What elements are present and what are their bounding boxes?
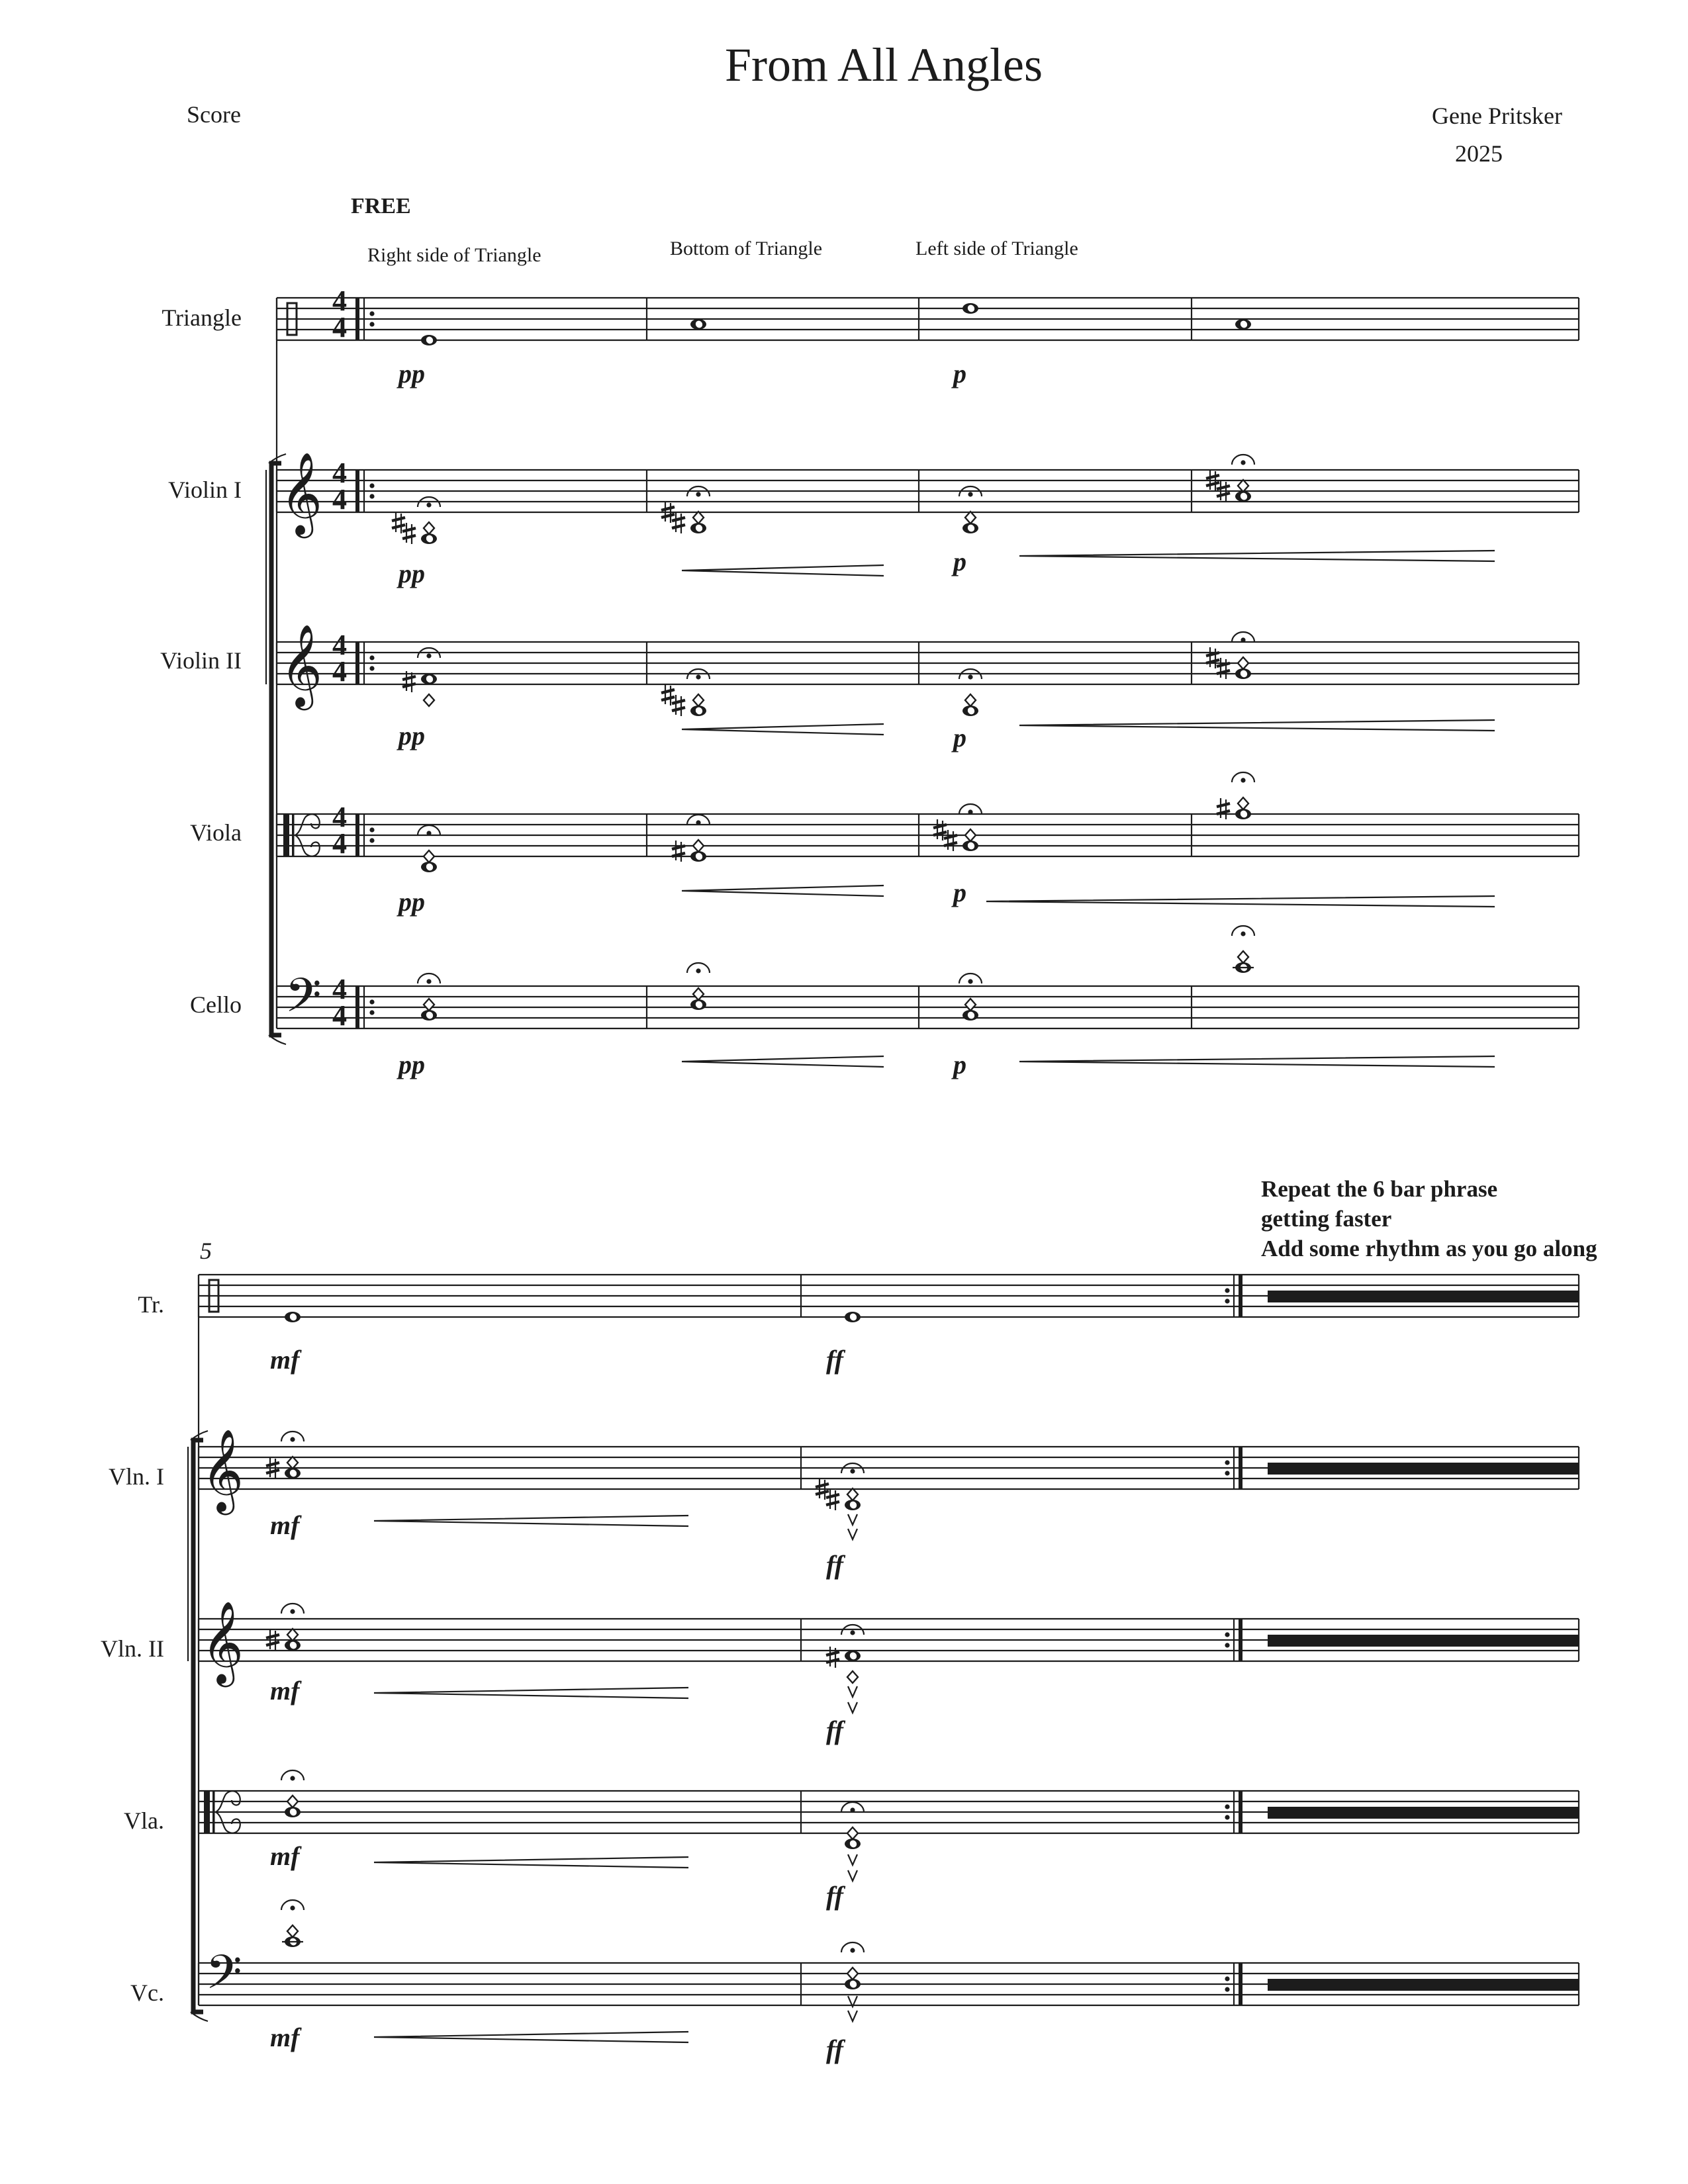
dynamic-violin2-2: p — [953, 723, 966, 752]
sharp-bar — [402, 535, 416, 539]
dynamic-vln1-mf: mf — [270, 1510, 300, 1540]
repeat-dot — [1225, 1288, 1229, 1293]
repeat-dot — [369, 1010, 374, 1015]
harmonic-diamond — [424, 999, 434, 1011]
instrument-abbr-violin-2: Vln. II — [101, 1635, 164, 1662]
clef-bar — [204, 1790, 210, 1834]
harmonic-diamond — [693, 840, 704, 852]
repeat-dot — [1225, 1804, 1229, 1809]
crescendo-hairpin — [682, 1056, 884, 1067]
fermata-dot — [290, 1609, 295, 1614]
whole-note — [962, 303, 978, 314]
fermata-dot — [1241, 931, 1245, 936]
svg-text:4: 4 — [332, 311, 347, 343]
bass-clef-icon: 𝄢 — [285, 968, 322, 1034]
accent-icon — [848, 1854, 857, 1865]
composition-year: 2025 — [1455, 140, 1503, 167]
fermata-dot — [968, 674, 972, 679]
treble-clef-icon: 𝄞 — [280, 452, 322, 535]
instrument-name-viola: Viola — [190, 819, 242, 846]
triangle-direction-right: Right side of Triangle — [367, 244, 541, 266]
accent-icon — [848, 1870, 857, 1881]
harmonic-diamond — [287, 1796, 298, 1807]
crescendo-hairpin — [374, 1688, 688, 1698]
repeat-dot — [1225, 1815, 1229, 1819]
sharp-bar — [392, 525, 405, 528]
fermata-dot — [696, 968, 700, 973]
sharp-bar — [661, 514, 675, 518]
harmonic-diamond — [847, 1671, 858, 1683]
multirest-bar — [1268, 1635, 1579, 1647]
dynamic-triangle-1: pp — [399, 359, 425, 388]
sharp-bar — [1206, 475, 1219, 478]
dynamic-vln2-mf: mf — [270, 1676, 300, 1706]
multirest-bar — [1268, 1807, 1579, 1819]
harmonic-diamond — [693, 694, 704, 706]
svg-text:4: 4 — [332, 285, 347, 317]
instruction-line-3: Add some rhythm as you go along — [1261, 1236, 1597, 1261]
sharp-icon — [1217, 798, 1230, 819]
dynamic-cello-2: p — [953, 1050, 966, 1079]
sharp-bar — [672, 525, 685, 528]
multirest-bar — [1268, 1291, 1579, 1302]
sharp-bar — [266, 1470, 279, 1473]
fermata-dot — [426, 979, 431, 983]
accent-icon — [848, 1514, 857, 1525]
time-signatures-system-1 — [332, 285, 347, 1032]
sharp-bar — [672, 518, 685, 521]
instruction-line-2: getting faster — [1261, 1206, 1392, 1232]
harmonic-diamond — [424, 694, 434, 706]
sharp-bar — [402, 528, 416, 531]
repeat-dot — [369, 838, 374, 842]
fermata-icon — [959, 804, 982, 815]
repeat-dot — [369, 494, 374, 498]
harmonic-diamond — [847, 1827, 858, 1839]
instrument-name-violin-2: Violin II — [160, 647, 242, 674]
harmonic-diamond — [1238, 657, 1248, 669]
harmonic-diamond — [965, 694, 976, 706]
harmonic-diamond — [693, 512, 704, 523]
harmonic-diamond — [1238, 797, 1248, 809]
harmonic-diamond — [965, 829, 976, 841]
repeat-dot — [1225, 1471, 1229, 1475]
treble-clef-icon: 𝄞 — [201, 1429, 244, 1512]
fermata-icon — [841, 1942, 864, 1953]
instrument-abbr-triangle: Tr. — [138, 1291, 164, 1318]
fermata-icon — [1232, 455, 1254, 465]
harmonic-diamond — [847, 1968, 858, 1979]
dynamic-violin1-1: pp — [399, 559, 425, 588]
crescendo-hairpin — [1019, 720, 1495, 731]
score-label: Score — [187, 101, 241, 128]
sharp-bar — [661, 697, 675, 700]
repeat-dot — [1225, 1643, 1229, 1647]
staff-system1-2 — [277, 642, 1579, 684]
accent-icon — [848, 1529, 857, 1539]
crescendo-hairpin — [374, 2032, 688, 2042]
fermata-dot — [696, 820, 700, 825]
crescendo-hairpin — [682, 724, 884, 735]
crescendo-hairpin — [1019, 551, 1495, 561]
fermata-dot — [1241, 637, 1245, 642]
repeat-dot — [1225, 1460, 1229, 1465]
harmonic-diamond — [287, 1457, 298, 1469]
sharp-bar — [672, 707, 685, 711]
repeat-dot — [1225, 1987, 1229, 1991]
repeat-dot — [369, 322, 374, 326]
repeat-dot — [369, 483, 374, 488]
fermata-icon — [418, 825, 440, 836]
measure-number: 5 — [200, 1238, 212, 1264]
fermata-icon — [281, 1432, 304, 1442]
repeat-dot — [1225, 1298, 1229, 1303]
fermata-dot — [290, 1776, 295, 1780]
treble-clef-icon: 𝄞 — [280, 624, 322, 707]
accent-icon — [848, 1686, 857, 1697]
sharp-bar — [816, 1484, 829, 1487]
fermata-icon — [281, 1900, 304, 1911]
system-2 — [188, 0, 1579, 2042]
instrument-abbr-viola: Vla. — [124, 1807, 164, 1834]
fermata-icon — [281, 1604, 304, 1614]
instruction-line-1: Repeat the 6 bar phrase — [1261, 1176, 1498, 1202]
whole-note — [845, 1312, 861, 1322]
dynamic-violin1-2: p — [953, 547, 966, 576]
clef-bar — [292, 813, 295, 857]
fermata-dot — [426, 502, 431, 507]
fermata-icon — [841, 1802, 864, 1813]
whole-note — [690, 319, 706, 330]
dynamic-cello-1: pp — [399, 1050, 425, 1079]
fermata-dot — [426, 831, 431, 835]
composer-name: Gene Pritsker — [1432, 103, 1562, 129]
fermata-icon — [1232, 926, 1254, 936]
dynamic-viola-2: p — [953, 878, 966, 907]
dynamic-tr-ff: ff — [826, 1345, 843, 1375]
fermata-icon — [1232, 772, 1254, 783]
instrument-name-violin-1: Violin I — [168, 477, 242, 503]
clef-bar — [283, 813, 289, 857]
sharp-bar — [816, 1491, 829, 1494]
sharp-bar — [826, 1652, 839, 1655]
repeat-dot — [369, 311, 374, 316]
fermata-dot — [850, 1807, 855, 1812]
multirest-bar — [1268, 1979, 1579, 1991]
dynamic-tr-mf: mf — [270, 1345, 300, 1375]
accent-icon — [848, 2011, 857, 2021]
dynamic-vln1-ff: ff — [826, 1550, 843, 1580]
repeat-dot — [369, 655, 374, 660]
harmonic-diamond — [965, 512, 976, 523]
dynamic-viola-1: pp — [399, 887, 425, 917]
whole-note — [285, 1312, 301, 1322]
system-1 — [266, 0, 1579, 1067]
harmonic-diamond — [287, 1925, 298, 1937]
dynamic-triangle-2: p — [953, 359, 966, 388]
svg-text:4: 4 — [332, 483, 347, 516]
fermata-dot — [968, 809, 972, 814]
staff-system1-3 — [277, 814, 1579, 856]
triangle-direction-bottom: Bottom of Triangle — [670, 238, 823, 259]
staff-system1-4 — [277, 986, 1579, 1028]
dynamic-vc-ff: ff — [826, 2034, 843, 2064]
fermata-dot — [850, 1948, 855, 1952]
tempo-marking: FREE — [351, 194, 411, 218]
instrument-abbr-violin-1: Vln. I — [109, 1463, 164, 1490]
sharp-bar — [672, 700, 685, 704]
dynamic-vc-mf: mf — [270, 2023, 300, 2052]
harmonic-diamond — [1238, 480, 1248, 492]
fermata-dot — [1241, 460, 1245, 465]
staff-system1-1 — [277, 470, 1579, 512]
instrument-name-triangle: Triangle — [162, 304, 242, 331]
harmonic-diamond — [847, 1488, 858, 1500]
instrument-name-cello: Cello — [190, 991, 242, 1018]
svg-text:4: 4 — [332, 827, 347, 860]
fermata-icon — [687, 815, 710, 825]
fermata-dot — [968, 492, 972, 496]
dynamic-vln2-ff: ff — [826, 1715, 843, 1745]
sharp-bar — [826, 1659, 839, 1662]
crescendo-hairpin — [682, 886, 884, 896]
whole-note — [421, 335, 437, 345]
repeat-dot — [369, 827, 374, 832]
crescendo-hairpin — [374, 1857, 688, 1868]
fermata-icon — [687, 963, 710, 974]
svg-text:4: 4 — [332, 655, 347, 688]
sharp-bar — [1217, 803, 1230, 807]
fermata-icon — [281, 1770, 304, 1781]
svg-text:4: 4 — [332, 999, 347, 1032]
whole-note — [1235, 319, 1251, 330]
instrument-abbr-cello: Vc. — [130, 1979, 164, 2006]
repeat-dot — [369, 666, 374, 670]
accent-icon — [848, 1702, 857, 1713]
harmonic-diamond — [965, 999, 976, 1011]
sharp-bar — [1217, 493, 1230, 496]
whole-note — [421, 674, 437, 684]
sharp-icon — [672, 841, 685, 862]
sharp-bar — [392, 518, 405, 521]
clef-bar — [212, 1790, 215, 1834]
crescendo-hairpin — [682, 565, 884, 576]
fermata-icon — [1232, 632, 1254, 643]
fermata-dot — [968, 979, 972, 983]
dynamic-violin2-1: pp — [399, 721, 425, 751]
svg-text:4: 4 — [332, 973, 347, 1005]
repeat-dot — [369, 999, 374, 1004]
fermata-dot — [696, 492, 700, 496]
treble-clef-icon: 𝄞 — [201, 1601, 244, 1684]
multirest-bar — [1268, 1463, 1579, 1475]
sharp-bar — [826, 1494, 839, 1498]
fermata-icon — [418, 974, 440, 984]
crescendo-hairpin — [986, 896, 1495, 907]
whole-note — [845, 1651, 861, 1661]
dynamic-vla-ff: ff — [826, 1881, 843, 1911]
triangle-direction-left: Left side of Triangle — [915, 238, 1078, 259]
harmonic-diamond — [424, 522, 434, 534]
svg-text:4: 4 — [332, 457, 347, 489]
sharp-bar — [661, 690, 675, 693]
sharp-bar — [826, 1502, 839, 1505]
harmonic-diamond — [693, 988, 704, 1000]
harmonic-diamond — [1238, 951, 1248, 963]
repeat-dot — [1225, 1976, 1229, 1981]
sharp-bar — [1217, 486, 1230, 489]
svg-text:4: 4 — [332, 629, 347, 661]
svg-text:4: 4 — [332, 801, 347, 833]
repeat-instruction — [1261, 1176, 1597, 1261]
bass-clef-icon: 𝄢 — [205, 1945, 242, 2011]
score-title: From All Angles — [724, 38, 1043, 91]
harmonic-diamond — [424, 850, 434, 862]
fermata-dot — [290, 1905, 295, 1910]
fermata-icon — [959, 974, 982, 984]
fermata-dot — [850, 1469, 855, 1473]
harmonic-diamond — [287, 1629, 298, 1641]
sharp-bar — [1206, 482, 1219, 486]
dynamic-vla-mf: mf — [270, 1841, 300, 1871]
fermata-dot — [1241, 778, 1245, 782]
sharp-bar — [266, 1463, 279, 1466]
sharp-icon — [826, 1647, 839, 1668]
fermata-dot — [290, 1437, 295, 1441]
sharp-bar — [661, 507, 675, 510]
crescendo-hairpin — [1019, 1056, 1495, 1067]
staff-system1-0 — [277, 298, 1579, 340]
repeat-dot — [1225, 1632, 1229, 1637]
fermata-dot — [696, 674, 700, 679]
fermata-dot — [850, 1630, 855, 1635]
sharp-bar — [402, 676, 416, 680]
crescendo-hairpin — [374, 1516, 688, 1526]
sharp-bar — [266, 1642, 279, 1645]
fermata-dot — [426, 653, 431, 658]
sharp-bar — [266, 1635, 279, 1638]
